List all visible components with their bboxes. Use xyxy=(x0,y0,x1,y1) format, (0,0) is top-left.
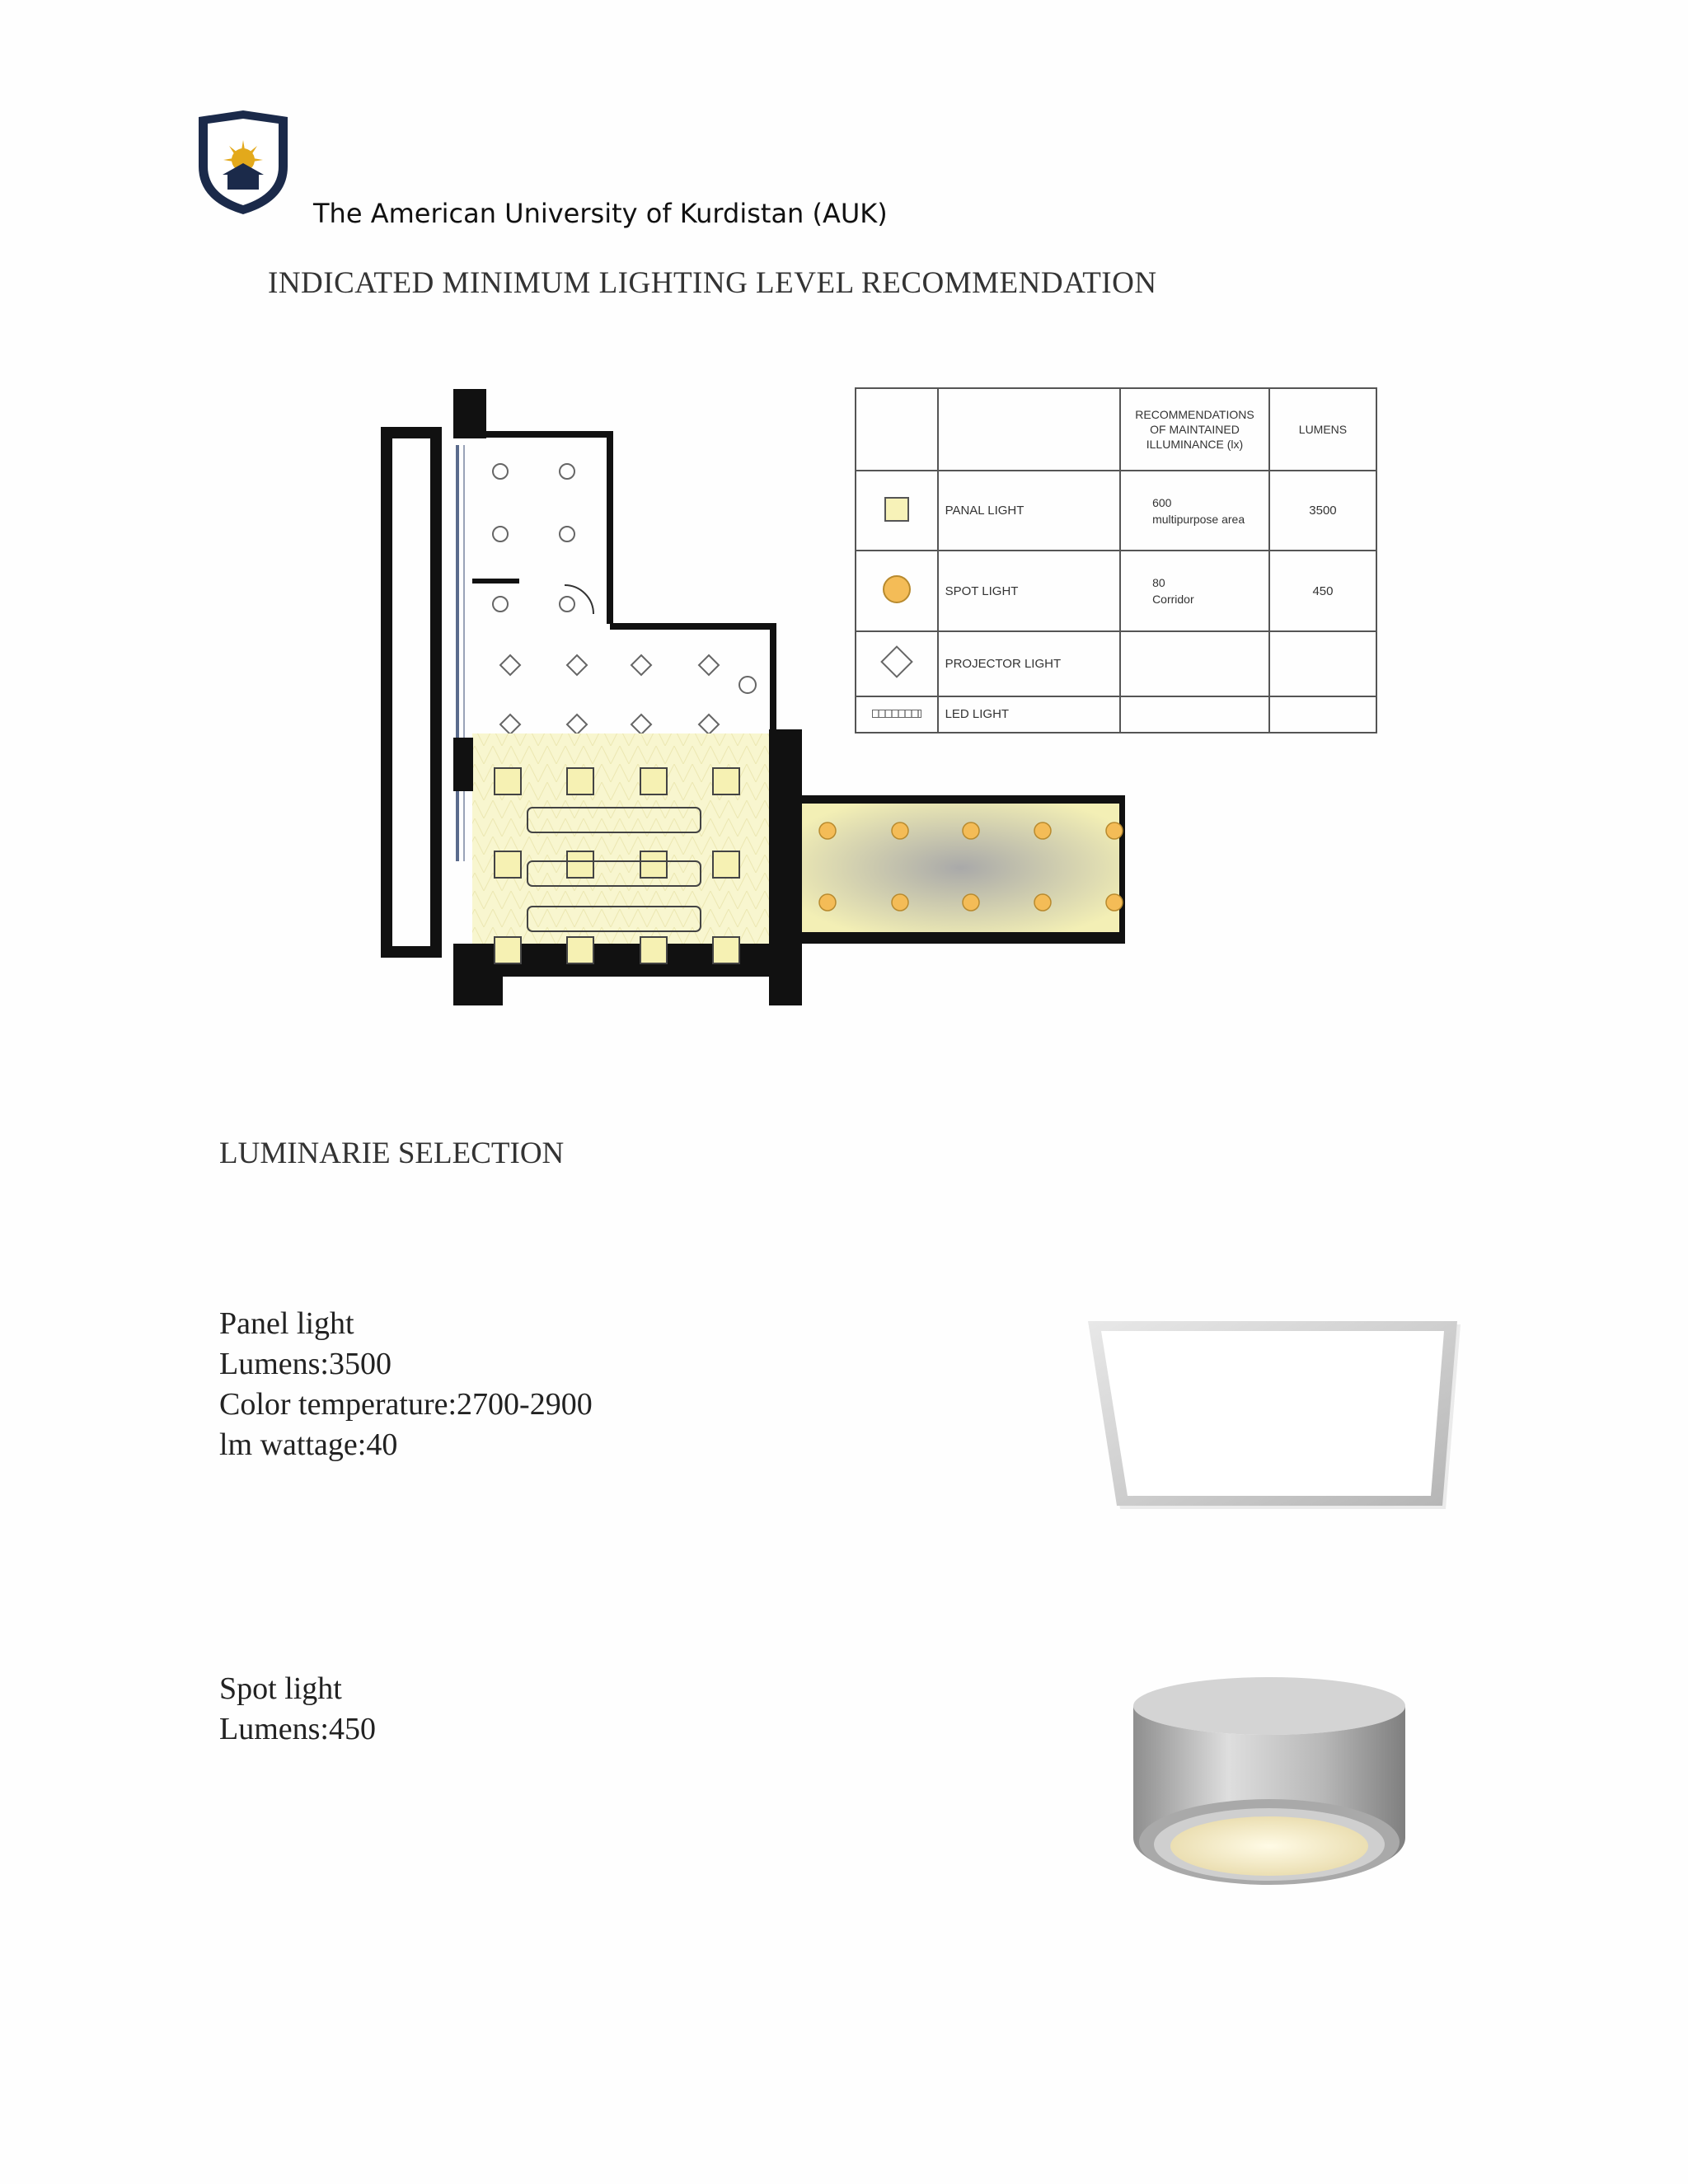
projector-light-symbol xyxy=(880,646,913,679)
spec-lumens: Lumens:450 xyxy=(219,1712,376,1746)
university-logo xyxy=(195,109,292,216)
luminaire-selection-heading: LUMINARIE SELECTION xyxy=(219,1137,565,1170)
university-name: The American University of Kurdistan (AUK) xyxy=(313,198,888,229)
spec-wattage: lm wattage:40 xyxy=(219,1427,398,1462)
header-recommendation: RECOMMENDATIONS OF MAINTAINED ILLUMINANCE (lx) xyxy=(1120,388,1269,471)
lighting-legend-table xyxy=(855,387,1377,733)
panel-light-image xyxy=(1080,1315,1467,1512)
legend-row-projector xyxy=(856,631,1376,696)
legend-name: SPOT LIGHT xyxy=(938,551,1121,630)
panel-light-symbol xyxy=(884,497,909,522)
spot-light-spec xyxy=(219,1669,376,1750)
legend-row-led xyxy=(856,696,1376,733)
spec-lumens: Lumens:3500 xyxy=(219,1347,392,1381)
legend-name: LED LIGHT xyxy=(938,696,1121,733)
rec-value: 600 xyxy=(1152,495,1172,509)
led-light-symbol xyxy=(872,710,921,718)
legend-lumens: 3500 xyxy=(1269,471,1376,551)
legend-name: PROJECTOR LIGHT xyxy=(938,631,1121,696)
legend-name: PANAL LIGHT xyxy=(938,471,1121,551)
rec-area: multipurpose area xyxy=(1152,512,1245,526)
legend-header-row xyxy=(856,388,1376,471)
spec-name: Spot light xyxy=(219,1671,342,1706)
legend-lumens: 450 xyxy=(1269,551,1376,630)
header-lumens: LUMENS xyxy=(1269,388,1376,471)
legend-row-panel xyxy=(856,471,1376,551)
rec-area: Corridor xyxy=(1152,593,1194,607)
spec-color-temp: Color temperature:2700-2900 xyxy=(219,1387,593,1422)
rec-value: 80 xyxy=(1152,576,1165,590)
legend-row-spot xyxy=(856,551,1376,630)
panel-light-spec xyxy=(219,1304,593,1465)
lighting-level-heading: INDICATED MINIMUM LIGHTING LEVEL RECOMMENDATION xyxy=(268,266,1157,300)
spec-name: Panel light xyxy=(219,1306,354,1341)
spot-light-image xyxy=(1125,1673,1414,1912)
spot-light-symbol xyxy=(883,575,911,603)
